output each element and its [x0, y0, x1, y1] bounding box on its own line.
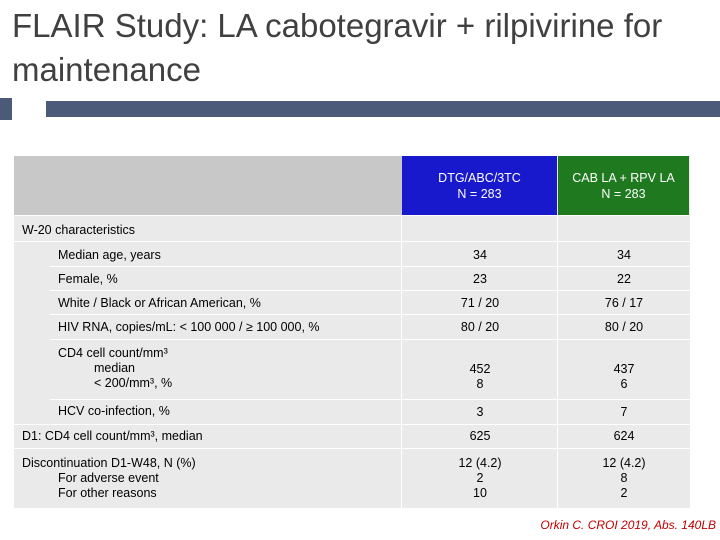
citation: Orkin C. CROI 2019, Abs. 140LB	[540, 518, 716, 532]
cell-female-dtg: 23	[473, 272, 487, 286]
row-divider	[14, 241, 690, 242]
row-divider	[50, 290, 690, 291]
title-rule-stub	[0, 98, 12, 120]
row-divider	[14, 215, 690, 216]
cell-hiv-dtg: 80 / 20	[460, 320, 500, 334]
cell-age-cab: 34	[617, 248, 631, 262]
row-divider	[50, 266, 690, 267]
row-divider	[14, 424, 690, 425]
cell-age-dtg: 34	[473, 248, 487, 262]
cell-cd4-median-cab: 437	[613, 362, 635, 376]
slide-title: FLAIR Study: LA cabotegravir + rilpivirine for maintenance	[12, 7, 663, 88]
row-label-hcv: HCV co-infection, %	[58, 404, 170, 418]
cell-cd4-below-200-cab: 6	[620, 377, 628, 391]
cell-disc-adverse-cab: 8	[620, 471, 628, 485]
cell-hcv-cab: 7	[620, 405, 628, 419]
cell-hiv-cab: 80 / 20	[604, 320, 644, 334]
cell-race-cab: 76 / 17	[604, 296, 644, 310]
row-sublabel-other-reasons: For other reasons	[58, 486, 157, 500]
row-label-hiv-rna: HIV RNA, copies/mL: < 100 000 / ≥ 100 000, %	[58, 320, 320, 334]
cell-disc-other-dtg: 10	[473, 486, 487, 500]
cell-female-cab: 22	[617, 272, 631, 286]
cell-cd4-below-200-dtg: 8	[476, 377, 484, 391]
column-header-cab-n: N = 283	[601, 186, 646, 201]
row-label-d1-cd4: D1: CD4 cell count/mm³, median	[22, 429, 203, 443]
cell-disc-other-cab: 2	[620, 486, 628, 500]
row-label-discontinuation: Discontinuation D1-W48, N (%)	[22, 456, 196, 470]
row-label-median-age: Median age, years	[58, 248, 161, 262]
row-sublabel-cd4-below-200: < 200/mm³, %	[94, 376, 173, 390]
cell-cd4-median-dtg: 452	[469, 362, 491, 376]
row-divider	[50, 399, 690, 400]
section-label-w20: W-20 characteristics	[22, 223, 135, 237]
row-divider	[50, 339, 690, 340]
column-header-dtg-name: DTG/ABC/3TC	[438, 170, 521, 185]
cell-race-dtg: 71 / 20	[460, 296, 500, 310]
title-rule	[46, 101, 720, 117]
row-label-race: White / Black or African American, %	[58, 296, 261, 310]
column-header-dtg-abc-3tc	[402, 156, 557, 215]
baseline-characteristics-table	[14, 156, 690, 508]
row-sublabel-cd4-median: median	[94, 361, 135, 375]
row-sublabel-adverse-event: For adverse event	[58, 471, 159, 485]
cell-disc-adverse-dtg: 2	[476, 471, 484, 485]
row-divider	[14, 448, 690, 449]
row-label-female: Female, %	[58, 272, 118, 286]
row-label-cd4: CD4 cell count/mm³	[58, 346, 168, 360]
cell-hcv-dtg: 3	[476, 405, 484, 419]
column-header-cab-name: CAB LA + RPV LA	[572, 170, 675, 185]
column-header-dtg-n: N = 283	[457, 186, 502, 201]
cell-d1-cab: 624	[613, 429, 635, 443]
header-blank-cell	[14, 156, 402, 215]
cell-disc-total-dtg: 12 (4.2)	[458, 456, 502, 470]
row-divider	[50, 314, 690, 315]
cell-disc-total-cab: 12 (4.2)	[602, 456, 646, 470]
column-header-cab-la-rpv-la	[558, 156, 689, 215]
cell-d1-dtg: 625	[469, 429, 491, 443]
